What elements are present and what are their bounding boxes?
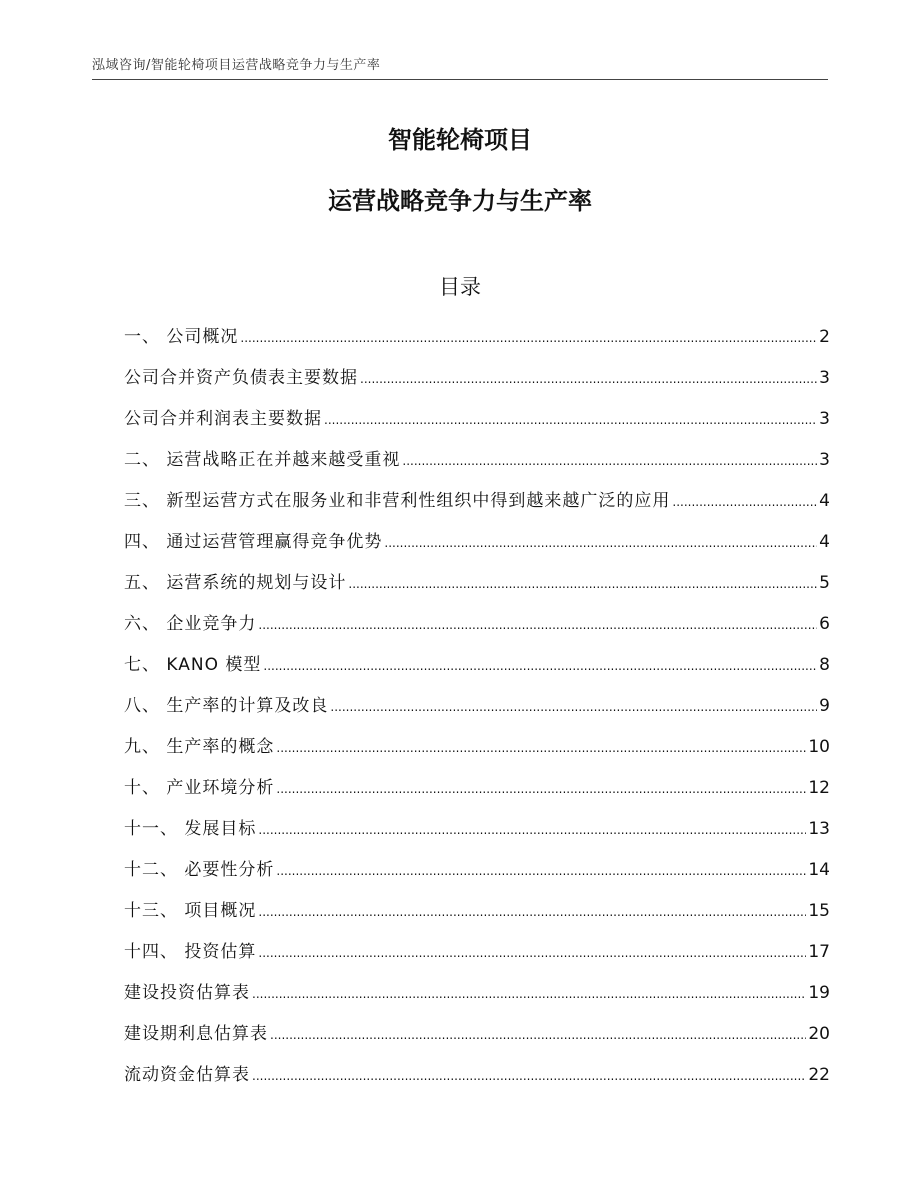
toc-entry-page: 3 [819, 409, 830, 429]
toc-entry[interactable] [124, 853, 830, 894]
toc-entry-page: 8 [819, 655, 830, 675]
toc-entry-label: 十、 产业环境分析 [124, 778, 275, 798]
toc-entry[interactable] [124, 361, 830, 402]
toc-entry-page: 3 [819, 450, 830, 470]
toc-entry-page: 6 [819, 614, 830, 634]
toc-entry-label: 流动资金估算表 [124, 1065, 250, 1085]
toc-entry-page: 22 [808, 1065, 830, 1085]
toc-entry[interactable] [124, 402, 830, 443]
toc-entry-page: 14 [808, 860, 830, 880]
toc-entry-label: 五、 运营系统的规划与设计 [124, 573, 347, 593]
toc-entry-label: 二、 运营战略正在并越来越受重视 [124, 450, 401, 470]
toc-entry-page: 15 [808, 901, 830, 921]
toc-leader-dots [360, 362, 817, 396]
toc-entry-label: 九、 生产率的概念 [124, 737, 275, 757]
toc-entry-page: 2 [819, 327, 830, 347]
toc-leader-dots [672, 485, 817, 519]
toc-entry-label: 七、 KANO 模型 [124, 655, 262, 675]
toc-entry-label: 公司合并利润表主要数据 [124, 409, 322, 429]
toc-entry-label: 三、 新型运营方式在服务业和非营利性组织中得到越来越广泛的应用 [124, 491, 671, 511]
toc-leader-dots [276, 772, 806, 806]
toc-entry-page: 4 [819, 491, 830, 511]
toc-entry-page: 19 [808, 983, 830, 1003]
toc-leader-dots [270, 1018, 806, 1052]
toc-entry[interactable] [124, 730, 830, 771]
toc-leader-dots [276, 731, 806, 765]
toc-leader-dots [324, 403, 817, 437]
running-header: 泓域咨询/智能轮椅项目运营战略竞争力与生产率 [92, 54, 828, 80]
toc-entry[interactable] [124, 443, 830, 484]
toc-entry-page: 17 [808, 942, 830, 962]
toc-heading: 目录 [439, 275, 481, 299]
toc-entry-label: 六、 企业竞争力 [124, 614, 257, 634]
toc-entry[interactable] [124, 566, 830, 607]
document-title-line-1: 智能轮椅项目 [388, 126, 532, 154]
toc-entry-label: 十四、 投资估算 [124, 942, 257, 962]
toc-leader-dots [258, 895, 806, 929]
toc-leader-dots [276, 854, 806, 888]
toc-entry[interactable] [124, 1058, 830, 1099]
toc-leader-dots [258, 608, 817, 642]
toc-leader-dots [330, 690, 817, 724]
toc-entry[interactable] [124, 935, 830, 976]
toc-leader-dots [240, 321, 817, 355]
toc-entry-page: 20 [808, 1024, 830, 1044]
toc-entry-label: 建设期利息估算表 [124, 1024, 268, 1044]
toc-leader-dots [348, 567, 817, 601]
toc-entry-page: 3 [819, 368, 830, 388]
toc-leader-dots [402, 444, 817, 478]
toc-entry[interactable] [124, 320, 830, 361]
toc-entry[interactable] [124, 607, 830, 648]
toc-entry[interactable] [124, 689, 830, 730]
toc-entry-label: 四、 通过运营管理赢得竞争优势 [124, 532, 383, 552]
toc-entry[interactable] [124, 525, 830, 566]
toc-entry-label: 十一、 发展目标 [124, 819, 257, 839]
toc-entry-page: 10 [808, 737, 830, 757]
table-of-contents [124, 320, 830, 1099]
toc-entry-label: 公司合并资产负债表主要数据 [124, 368, 358, 388]
toc-entry-label: 建设投资估算表 [124, 983, 250, 1003]
toc-entry-label: 十二、 必要性分析 [124, 860, 275, 880]
toc-entry[interactable] [124, 894, 830, 935]
toc-entry-label: 八、 生产率的计算及改良 [124, 696, 329, 716]
toc-entry-page: 13 [808, 819, 830, 839]
toc-entry-page: 9 [819, 696, 830, 716]
toc-entry[interactable] [124, 976, 830, 1017]
toc-entry-label: 一、 公司概况 [124, 327, 239, 347]
toc-entry-page: 4 [819, 532, 830, 552]
document-title-line-2: 运营战略竞争力与生产率 [328, 187, 592, 215]
toc-entry[interactable] [124, 648, 830, 689]
toc-leader-dots [258, 813, 806, 847]
toc-entry[interactable] [124, 812, 830, 853]
toc-entry[interactable] [124, 1017, 830, 1058]
toc-entry[interactable] [124, 771, 830, 812]
toc-leader-dots [384, 526, 817, 560]
toc-entry-page: 12 [808, 778, 830, 798]
toc-leader-dots [252, 977, 806, 1011]
toc-leader-dots [258, 936, 806, 970]
toc-entry[interactable] [124, 484, 830, 525]
toc-entry-page: 5 [819, 573, 830, 593]
toc-entry-label: 十三、 项目概况 [124, 901, 257, 921]
toc-leader-dots [252, 1059, 806, 1093]
toc-leader-dots [263, 649, 817, 683]
